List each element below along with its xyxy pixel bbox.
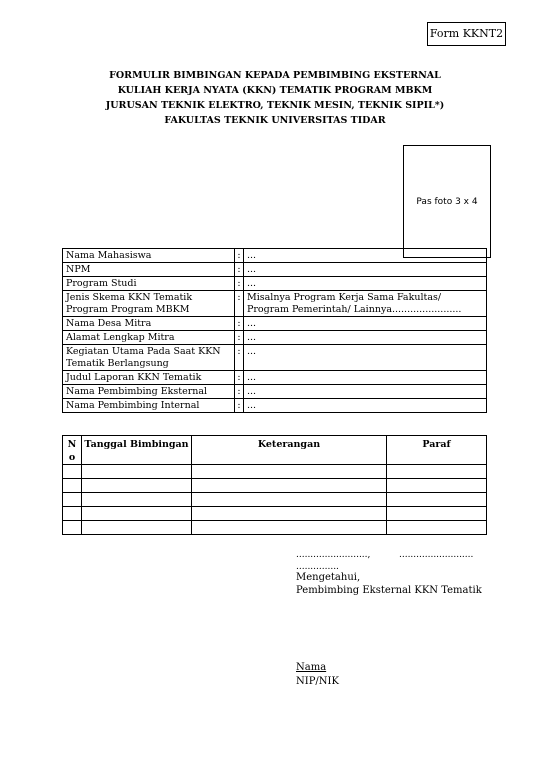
guidance-header-row [63,436,487,465]
form-code: Form KKNT2 [429,27,504,40]
cell-signature[interactable] [387,521,487,535]
info-colon: : [235,371,244,385]
cell-date[interactable] [82,479,192,493]
date-place-line-continued: ............... [296,562,339,572]
info-row [63,385,487,399]
info-value: ... [244,399,487,413]
info-colon: : [235,345,244,371]
header-line-4: FAKULTAS TEKNIK UNIVERSITAS TIDAR [164,115,386,126]
info-value: ... [244,317,487,331]
info-row [63,345,487,371]
column-header-date: Tanggal Bimbingan [82,436,192,465]
info-colon: : [235,399,244,413]
info-value: ... [244,331,487,345]
signer-name: Nama [296,662,327,673]
guidance-row [63,507,487,521]
info-colon: : [235,291,244,317]
header-line-2: KULIAH KERJA NYATA (KKN) TEMATIK PROGRAM MBKM [117,85,433,96]
info-label: Alamat Lengkap Mitra [63,331,235,345]
guidance-row [63,465,487,479]
photo-placeholder [403,145,491,258]
info-row [63,249,487,263]
guidance-row [63,479,487,493]
info-label: Nama Pembimbing Eksternal [63,385,235,399]
info-label: Program Studi [63,277,235,291]
info-colon: : [235,331,244,345]
info-row [63,263,487,277]
info-colon: : [235,263,244,277]
student-info-table [62,248,487,413]
info-label: Judul Laporan KKN Tematik [63,371,235,385]
info-value: ... [244,277,487,291]
info-colon: : [235,317,244,331]
cell-no[interactable] [63,479,82,493]
info-value: ... [244,385,487,399]
guidance-row [63,493,487,507]
info-label: NPM [63,263,235,277]
date-place-line: ........................., .......................... [296,550,474,560]
info-label: Nama Desa Mitra [63,317,235,331]
info-row [63,317,487,331]
info-colon: : [235,249,244,263]
cell-date[interactable] [82,493,192,507]
column-header-no: No [63,436,82,465]
cell-signature[interactable] [387,493,487,507]
signer-id-label: NIP/NIK [296,676,339,687]
cell-signature[interactable] [387,479,487,493]
info-row [63,371,487,385]
cell-date[interactable] [82,465,192,479]
info-row [63,291,487,317]
cell-no[interactable] [63,493,82,507]
info-value: ... [244,345,487,371]
guidance-row [63,521,487,535]
cell-no[interactable] [63,465,82,479]
cell-signature[interactable] [387,465,487,479]
header-line-1: FORMULIR BIMBINGAN KEPADA PEMBIMBING EKSTERNAL [109,70,441,81]
info-value: Misalnya Program Kerja Sama Fakultas/ Program Pemerintah/ Lainnya....................... [244,291,487,317]
acknowledged-label: Mengetahui, [296,572,361,583]
info-value: ... [244,249,487,263]
document-header [60,68,490,128]
header-line-3: JURUSAN TEKNIK ELEKTRO, TEKNIK MESIN, TEKNIK SIPIL*) [105,100,445,111]
info-label: Nama Mahasiswa [63,249,235,263]
guidance-table [62,435,487,535]
info-colon: : [235,277,244,291]
cell-notes[interactable] [192,465,387,479]
form-code-box [427,22,506,46]
info-row [63,399,487,413]
info-row [63,277,487,291]
cell-no[interactable] [63,507,82,521]
column-header-signature: Paraf [387,436,487,465]
info-colon: : [235,385,244,399]
column-header-notes: Keterangan [192,436,387,465]
cell-notes[interactable] [192,493,387,507]
cell-notes[interactable] [192,507,387,521]
info-value: ... [244,371,487,385]
info-label: Jenis Skema KKN Tematik Program Program MBKM [63,291,235,317]
cell-notes[interactable] [192,479,387,493]
photo-label: Pas foto 3 x 4 [416,196,478,207]
cell-no[interactable] [63,521,82,535]
cell-notes[interactable] [192,521,387,535]
info-label: Kegiatan Utama Pada Saat KKN Tematik Berlangsung [63,345,235,371]
info-value: ... [244,263,487,277]
info-row [63,331,487,345]
info-label: Nama Pembimbing Internal [63,399,235,413]
cell-date[interactable] [82,507,192,521]
cell-date[interactable] [82,521,192,535]
cell-signature[interactable] [387,507,487,521]
signer-role: Pembimbing Eksternal KKN Tematik [296,585,482,596]
